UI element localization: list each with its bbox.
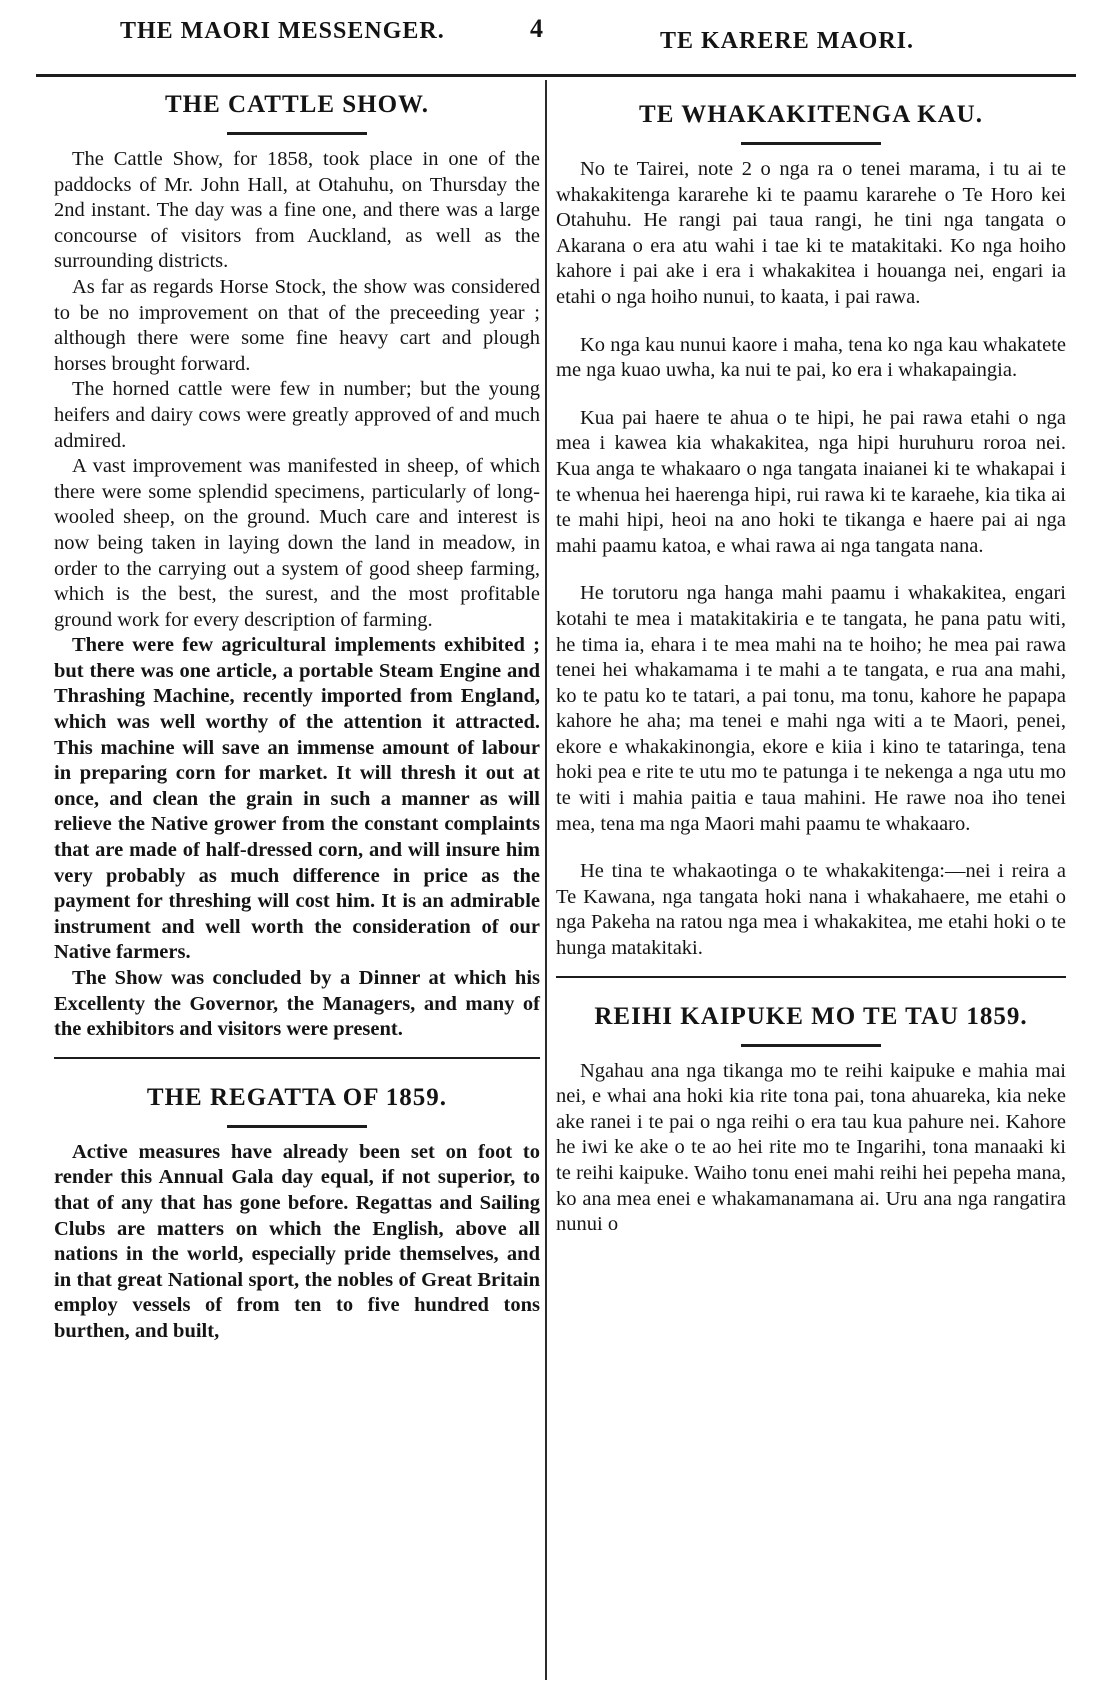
- column-divider: [545, 80, 547, 1680]
- paragraph: Kua pai haere te ahua o te hipi, he pai rawa etahi o nga mea i kawea kia whakakitea, nga hipi huruhuru roroa nei. Kua anga te whakaaro o nga tangata inaianei ki te whakapai i te whenua hei haerenga hipi, rui rawa ki te karaehe, kia tika ai te mahi hipi, heoi na ano hoki te tikanga e haere pai ai nga mahi paamu katoa, e whai rawa ai nga tangata nana.: [556, 406, 1066, 557]
- paragraph: He torutoru nga hanga mahi paamu i whakakitea, engari kotahi te mea i matakitakiria e te tangata, he pana patu witi, he tima ia, ehara i te mea mahi na te hoiho; he mea pai rawa tenei hei whakamama i te mahi a te tangata, e rua ana mahi, ko te patu ko te tatari, a pai tonu, ma tonu, kahore he papapa kahore he aha; ma tenei e mahi nga witi a te Maori, penei, ekore e whakakinongia, ekore e kiia i kino te tataringa, tena hoki pea e rite te utu mo te patunga i te nekenga a nga utu mo te witi i mahia paitia e taua mahini. He rawe noa iho tenei mea, tena ma nga Maori mahi paamu te whakaaro.: [556, 582, 1066, 835]
- paragraph: A vast improvement was manifested in sheep, of which there were some splendid specimens, particularly of long-wooled sheep, on the ground. Much care and interest is now being taken in laying down the land in meadow, in order to the carrying out a system of good sheep farming, which is the best, the surest, and the most profitable ground work for every description of farming.: [54, 455, 540, 631]
- paragraph: As far as regards Horse Stock, the show was considered to be no improvement on that of the preceeding year ; although there were some fine heavy cart and plough horses brought forward.: [54, 275, 540, 375]
- article-title-cattle-show: THE CATTLE SHOW.: [165, 91, 429, 118]
- article-whakakitenga: [556, 157, 1066, 962]
- title-rule: [227, 132, 367, 135]
- masthead-english-title: THE MAORI MESSENGER.: [120, 18, 445, 44]
- paragraph: No te Tairei, note 2 o nga ra o tenei marama, i tu ai te whakakitenga kararehe ki te paamu kararehe o Te Horo kei Otahuhu. He rangi pai taua rangi, he tini nga tangata o Akarana o era atu wahi i tae ki te matakitaki. Ko nga hoiho kahore i pai ake i era i whakakitea i houanga nei, engari ia etahi o nga hoiho nunui, to kaata, i pai rawa.: [556, 158, 1066, 308]
- paragraph: Active measures have already been set on foot to render this Annual Gala day equal, if not superior, to that of any that has gone before. Regattas and Sailing Clubs are matters on which the English, above all nations in the world, especially pride themselves, and in that great National sport, the nobles of Great Britain employ vessels of from ten to five hundred tons burthen, and built,: [54, 1140, 540, 1342]
- paragraph: The Show was concluded by a Dinner at which his Excellenty the Governor, the Managers, and many of the exhibitors and visitors were present.: [54, 967, 540, 1041]
- paragraph: The Cattle Show, for 1858, took place in one of the paddocks of Mr. John Hall, at Otahuhu, on Thursday the 2nd instant. The day was a fine one, and there was a large concourse of visitors from Auckland, as well as the surrounding districts.: [54, 148, 540, 273]
- article-title-regatta: THE REGATTA OF 1859.: [146, 1083, 448, 1111]
- page-number: 4: [530, 14, 544, 43]
- title-rule: [741, 1044, 881, 1047]
- article-title-reihi: REIHI KAIPUKE MO TE TAU 1859.: [594, 1002, 1028, 1030]
- english-column: [54, 84, 540, 1345]
- title-rule: [227, 1125, 367, 1128]
- masthead-rule: [36, 74, 1076, 77]
- paragraph: Ko nga kau nunui kaore i maha, tena ko nga kau whakatete me nga kuao uwha, ka nui te pai, ko era i whakapaingia.: [556, 333, 1066, 382]
- title-rule: [741, 142, 881, 145]
- article-regatta: [54, 1140, 540, 1345]
- section-rule: [54, 1057, 540, 1059]
- masthead: [40, 12, 1074, 52]
- section-rule: [556, 976, 1066, 978]
- article-title-whakakitenga: TE WHAKAKITENGA KAU.: [639, 101, 983, 128]
- paragraph: Ngahau ana nga tikanga mo te reihi kaipuke e mahia mai nei, e whai ana hoki kia rite tona pai, tona ahuareka, kia neke ake ranei i te pai o nga reihi o era tau kua pahure nei. Kahore he iwi ke ake o te ao hei rite mo te Ingarihi, tona manaaki ki te reihi kaipuke. Waiho tonu enei mahi reihi hei pepeha mana, ko ana mea enei e whakamanamana ai. Uru ana nga rangatira nunui o: [556, 1059, 1066, 1236]
- paragraph: There were few agricultural implements exhibited ; but there was one article, a portable Steam Engine and Thrashing Machine, recently imported from England, which was well worthy of the attention it attracted. This machine will save an immense amount of labour in preparing corn for market. It will thresh it out at once, and clean the grain in such a manner as will relieve the Native grower from the constant complaints that are made of half-dressed corn, and will insure him very probably as much difference in price as the payment for threshing will cost him. It is an admirable instrument and well worth the consideration of our Native farmers.: [54, 634, 540, 964]
- maori-column: [556, 84, 1066, 1238]
- masthead-maori-title: TE KARERE MAORI.: [660, 28, 915, 54]
- article-cattle-show: [54, 147, 540, 1043]
- article-reihi: [556, 1059, 1066, 1238]
- paragraph: He tina te whakaotinga o te whakakitenga:—nei i reira a Te Kawana, nga tangata hoki nana i whakahaere, me etahi o nga Pakeha na ratou nga mea i whakakitea, me etahi hoki o te hunga matakitaki.: [556, 860, 1066, 960]
- paragraph: The horned cattle were few in number; but the young heifers and dairy cows were greatly approved of and much admired.: [54, 378, 540, 452]
